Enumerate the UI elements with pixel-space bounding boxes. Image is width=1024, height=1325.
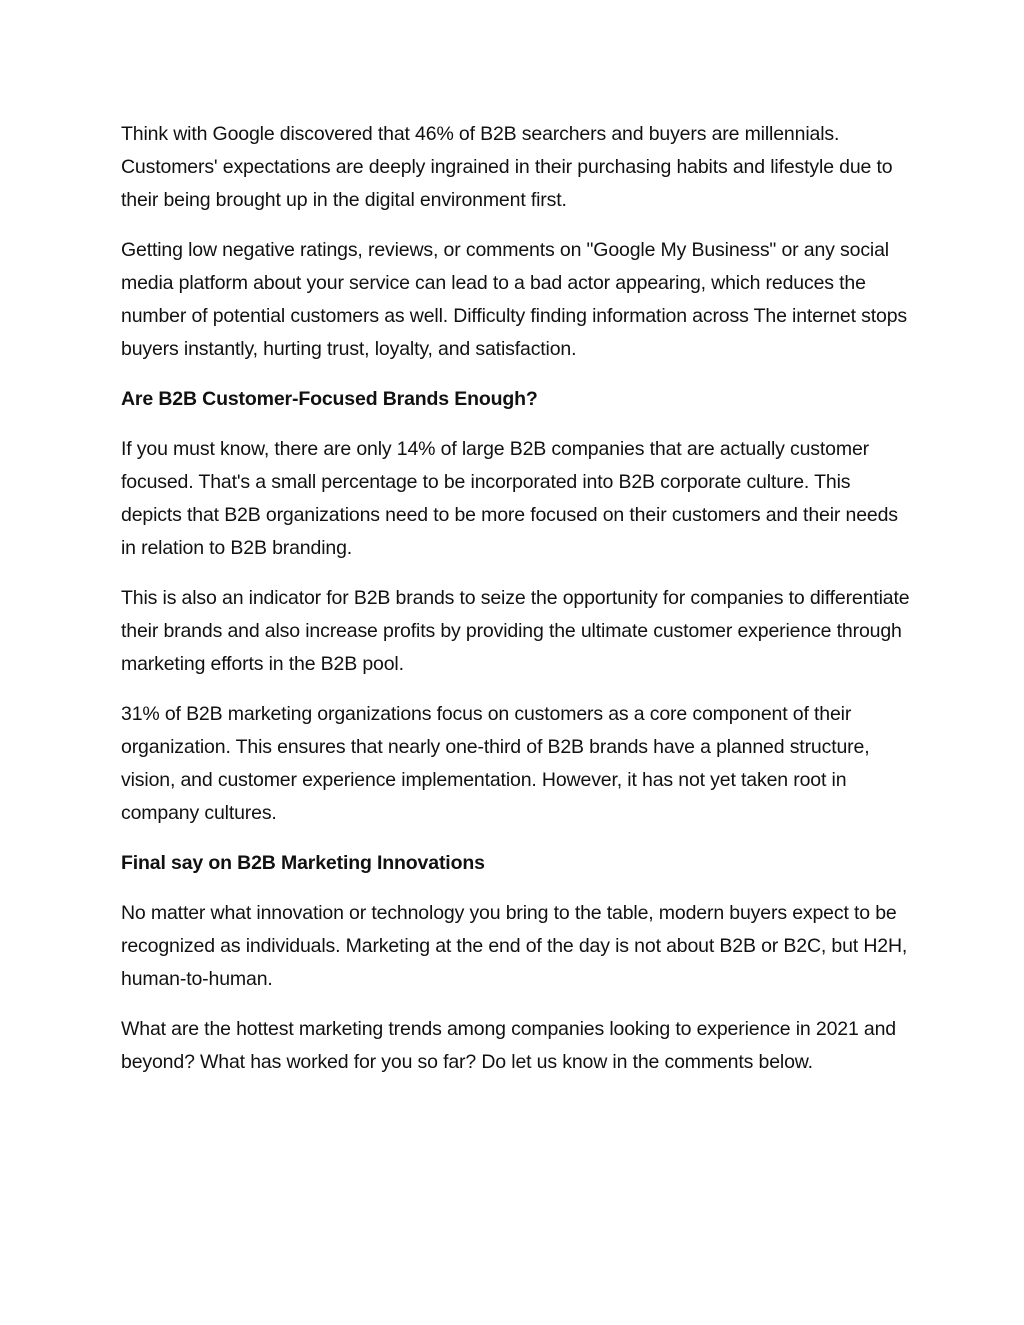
paragraph-core-component: 31% of B2B marketing organizations focus on customers as a core component of their organization. This ensures that nearly one-third of B2B brands have a planned structure, vision, and customer experience implementation. However, it has not yet taken root in company cultures. <box>121 703 870 824</box>
paragraph-customer-focused-percent: If you must know, there are only 14% of large B2B companies that are actually customer focused. That's a small percentage to be incorporated into B2B corporate culture. This depicts that B2B organizations need to be more focused on their customers and their needs in relation to B2B branding. <box>121 438 898 559</box>
heading-final-say: Final say on B2B Marketing Innovations <box>121 852 485 874</box>
paragraph-closing-question: What are the hottest marketing trends among companies looking to experience in 2021 and beyond? What has worked for you so far? Do let us know in the comments below. <box>121 1018 897 1073</box>
paragraph-indicator: This is also an indicator for B2B brands to seize the opportunity for companies to differentiate their brands and also increase profits by providing the ultimate customer experience through marketing efforts in the B2B pool. <box>121 587 910 675</box>
document-page <box>121 118 911 1096</box>
paragraph-negative-ratings: Getting low negative ratings, reviews, or comments on "Google My Business" or any social media platform about your service can lead to a bad actor appearing, which reduces the number of potential customers as well. Difficulty finding information across The internet stops buyers instantly, hurting trust, loyalty, and satisfaction. <box>121 239 907 360</box>
paragraph-millennials: Think with Google discovered that 46% of B2B searchers and buyers are millennials. Customers' expectations are deeply ingrained in their purchasing habits and lifestyle due to their being brought up in the digital environment first. <box>121 123 893 211</box>
heading-customer-focused-brands: Are B2B Customer-Focused Brands Enough? <box>121 388 538 410</box>
paragraph-human-to-human: No matter what innovation or technology you bring to the table, modern buyers expect to be recognized as individuals. Marketing at the end of the day is not about B2B or B2C, but H2H, human-to-human. <box>121 902 908 990</box>
